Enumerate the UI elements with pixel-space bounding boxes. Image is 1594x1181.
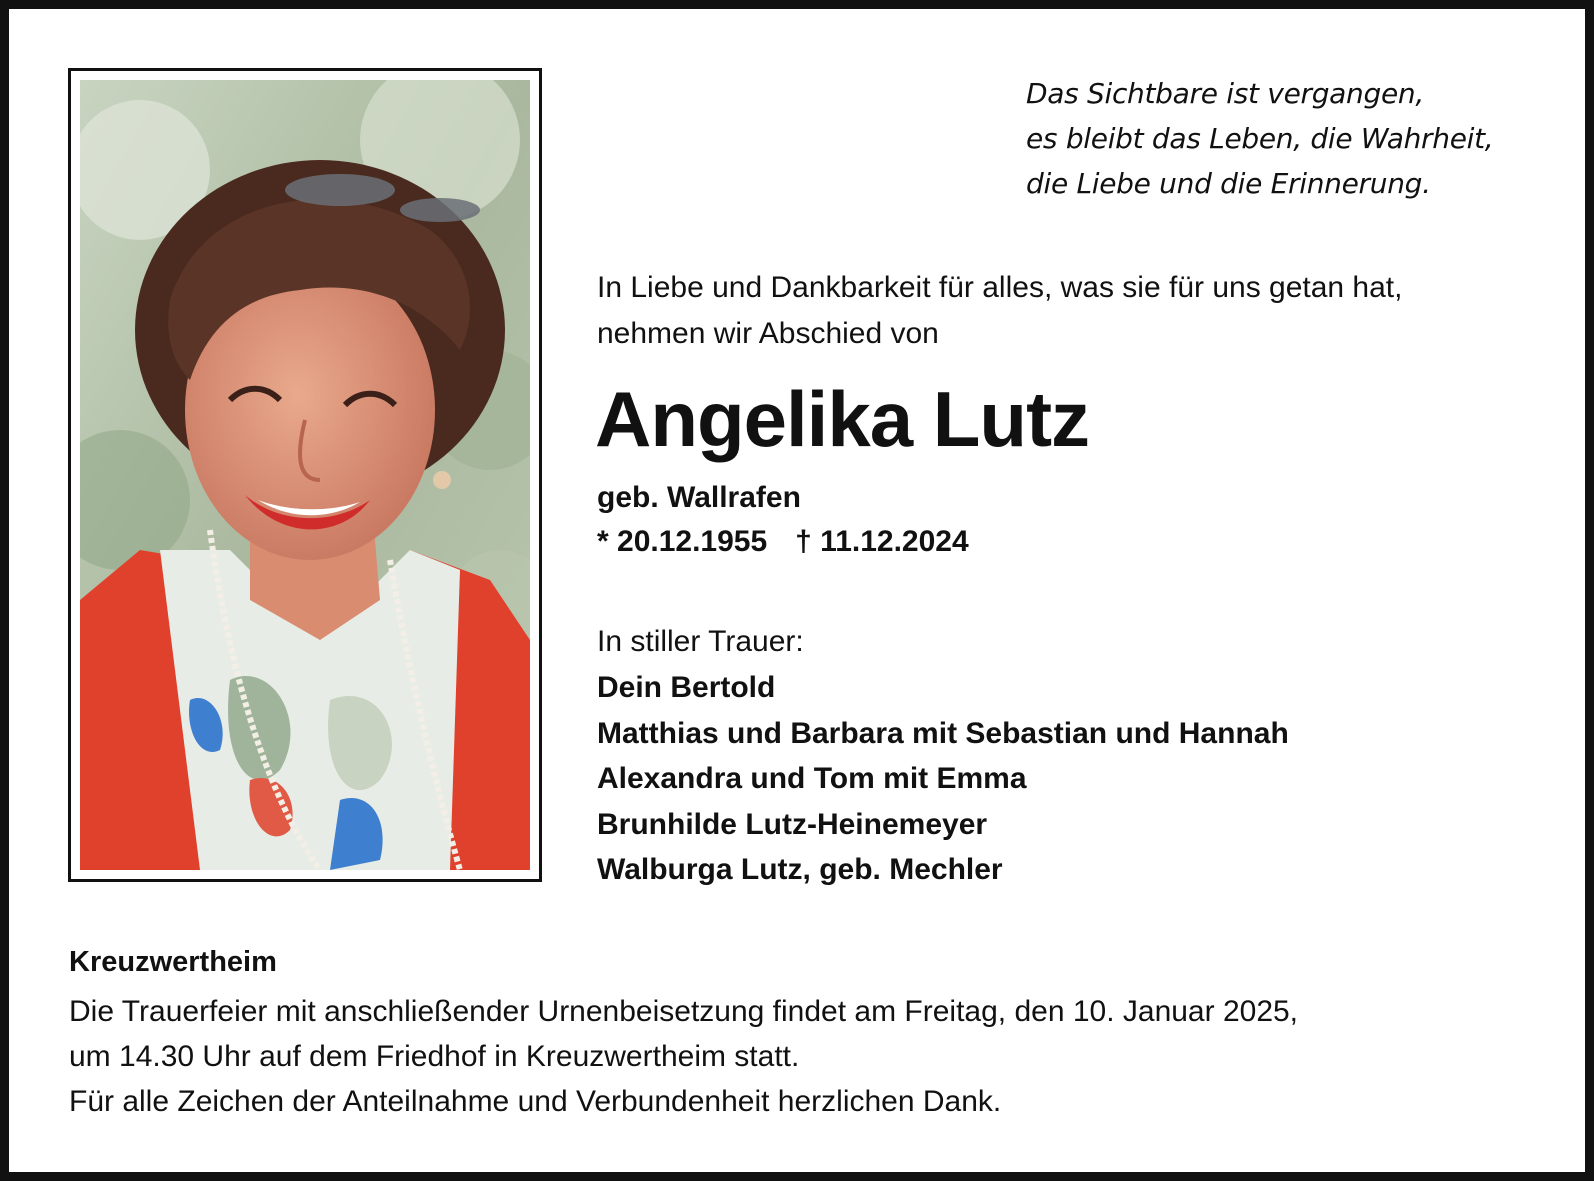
mourner-name: Alexandra und Tom mit Emma xyxy=(597,762,1027,795)
mourners-list xyxy=(597,665,1289,893)
funeral-line: Die Trauerfeier mit anschließender Urnenbeisetzung findet am Freitag, den 10. Januar 2025, xyxy=(69,995,1299,1028)
poem-line: es bleibt das Leben, die Wahrheit, xyxy=(1026,122,1494,155)
funeral-notice xyxy=(69,989,1298,1124)
place-name: Kreuzwertheim xyxy=(69,946,277,978)
mourner-name: Walburga Lutz, geb. Mechler xyxy=(597,853,1003,886)
mourners-label: In stiller Trauer: xyxy=(597,625,804,658)
deceased-name: Angelika Lutz xyxy=(595,375,1090,463)
birth-name: geb. Wallrafen xyxy=(597,481,801,514)
mourner-name: Dein Bertold xyxy=(597,671,776,704)
portrait-photo xyxy=(80,80,530,870)
memorial-poem xyxy=(1026,71,1586,206)
farewell-intro xyxy=(597,265,1402,357)
birth-date: * 20.12.1955 xyxy=(597,525,768,558)
funeral-line: um 14.30 Uhr auf dem Friedhof in Kreuzwertheim statt. xyxy=(69,1040,800,1073)
intro-line: In Liebe und Dankbarkeit für alles, was sie für uns getan hat, xyxy=(597,271,1403,304)
poem-line: die Liebe und die Erinnerung. xyxy=(1026,167,1431,200)
intro-line: nehmen wir Abschied von xyxy=(597,317,939,350)
portrait-frame xyxy=(68,68,542,882)
death-date: † 11.12.2024 xyxy=(795,525,969,558)
life-dates xyxy=(597,520,969,564)
mourner-name: Brunhilde Lutz-Heinemeyer xyxy=(597,807,988,841)
funeral-line: Für alle Zeichen der Anteilnahme und Verbundenheit herzlichen Dank. xyxy=(69,1085,1002,1118)
mourner-name: Matthias und Barbara mit Sebastian und Hannah xyxy=(597,716,1289,750)
poem-line: Das Sichtbare ist vergangen, xyxy=(1026,77,1424,110)
